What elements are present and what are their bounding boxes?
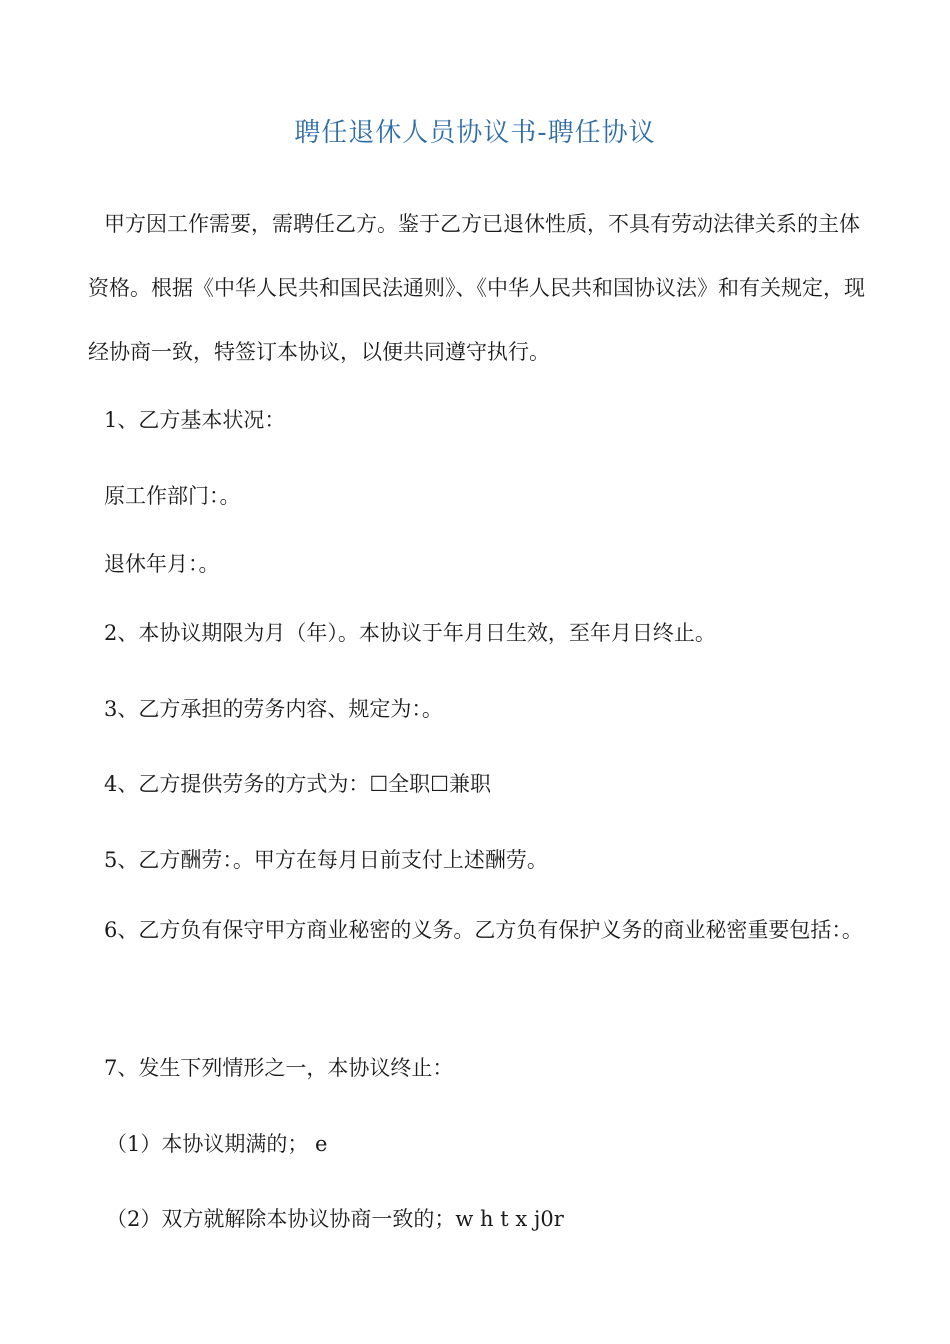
document-title: 聘任退休人员协议书-聘任协议 (294, 118, 656, 148)
item-6-confidentiality: 6、乙方负有保守甲方商业秘密的义务。乙方负有保护义务的商业秘密重要包括：。 (104, 918, 863, 942)
item-7-clause-1: （1）本协议期满的； e (106, 1132, 328, 1156)
item-1-basic-status: 1、乙方基本状况： (104, 408, 286, 432)
intro-paragraph: 甲方因工作需要，需聘任乙方。鉴于乙方已退休性质，不具有劳动法律关系的主体资格。根据《中华人民共和国民法通则》、《中华人民共和国协议法》和有关规定，现经协商一致，特签订本协议，以便共同遵守执行。 (88, 212, 865, 364)
retirement-date-line: 退休年月：。 (104, 552, 220, 576)
original-department-line: 原工作部门：。 (104, 484, 241, 508)
item-5-remuneration: 5、乙方酬劳：。甲方在每月日前支付上述酬劳。 (104, 848, 548, 872)
item-2-term: 2、本协议期限为月（年）。本协议于年月日生效，至年月日终止。 (104, 621, 716, 645)
item-7-clause-2: （2）双方就解除本协议协商一致的；w h t x j0r (106, 1207, 564, 1231)
item-4-service-mode: 4、乙方提供劳务的方式为：☐全职☐兼职 (104, 772, 492, 796)
item-7-termination: 7、发生下列情形之一，本协议终止： (104, 1056, 454, 1080)
item-3-service-content: 3、乙方承担的劳务内容、规定为：。 (104, 697, 443, 721)
